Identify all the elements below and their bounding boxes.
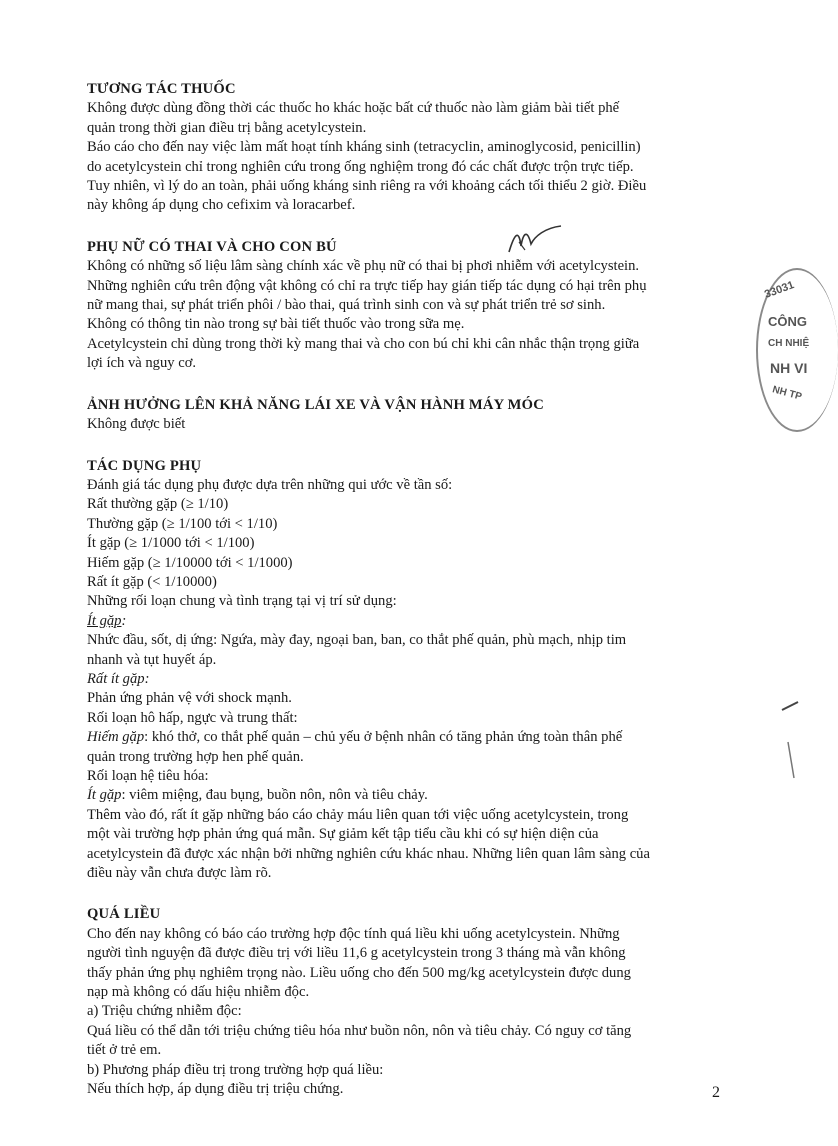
frequency-label: Ít gặp <box>87 787 122 804</box>
paragraph-line: Đánh giá tác dụng phụ được dựa trên những qui ước về tần số: <box>87 476 453 493</box>
paragraph-line: Không có thông tin nào trong sự bài tiết thuốc vào trong sữa mẹ. <box>87 316 465 333</box>
paragraph-line: Không được dùng đồng thời các thuốc ho khác hoặc bất cứ thuốc nào làm giảm bài tiết phế <box>87 100 620 117</box>
frequency-label-line <box>87 612 737 631</box>
frequency-label: Hiếm gặp <box>87 729 145 746</box>
frequency-item: Hiếm gặp (≥ 1/10000 tới < 1/1000) <box>87 554 293 571</box>
paragraph-line: quản trong trường hợp hen phế quản. <box>87 748 304 765</box>
paragraph-line: nhanh và tụt huyết áp. <box>87 651 217 668</box>
section-heading-side-effects: TÁC DỤNG PHỤ <box>87 457 202 474</box>
paragraph-line: Rối loạn hô hấp, ngực và trung thất: <box>87 709 298 726</box>
paragraph-line: Nhức đầu, sốt, dị ứng: Ngứa, mày đay, ngoại ban, ban, co thắt phế quản, phù mạch, nhịp tim <box>87 632 627 649</box>
paragraph-line: này không áp dụng cho cefixim và loracarbef. <box>87 197 356 214</box>
paragraph-line: Báo cáo cho đến nay việc làm mất hoạt tính kháng sinh (tetracyclin, aminoglycosid, penicillin) <box>87 139 641 156</box>
paragraph-line <box>87 786 737 805</box>
paragraph-line: Thêm vào đó, rất ít gặp những báo cáo chảy máu liên quan tới việc uống acetylcystein, trong <box>87 806 629 823</box>
label-colon: : <box>121 612 127 629</box>
page-number: 2 <box>712 1084 720 1101</box>
section-heading-pregnancy: PHỤ NỮ CÓ THAI VÀ CHO CON BÚ <box>87 238 337 255</box>
inline-text: : viêm miệng, đau bụng, buồn nôn, nôn và tiêu chảy. <box>121 787 428 804</box>
paragraph-line: acetylcystein đã được xác nhận bởi những nghiên cứu khác nhau. Những liên quan lâm sàng của <box>87 845 650 862</box>
paragraph-line <box>87 728 737 747</box>
paragraph-line: Nếu thích hợp, áp dụng điều trị triệu chứng. <box>87 1081 344 1098</box>
paragraph-line: Quá liều có thể dẫn tới triệu chứng tiêu hóa như buồn nôn, nôn và tiêu chảy. Có nguy cơ tăng <box>87 1022 632 1039</box>
section-heading-interactions: TƯƠNG TÁC THUỐC <box>87 81 236 97</box>
paragraph-line: Những nghiên cứu trên động vật không có chỉ ra trực tiếp hay gián tiếp tác dụng có hại trên phụ <box>87 277 647 294</box>
frequency-item: Rất thường gặp (≥ 1/10) <box>87 496 229 513</box>
paragraph-line: Không được biết <box>87 416 186 433</box>
paragraph-line: Không có những số liệu lâm sàng chính xác về phụ nữ có thai bị phơi nhiễm với acetylcystein. <box>87 258 640 275</box>
paragraph-line: một vài trường hợp phản ứng quá mẫn. Sự giảm kết tập tiểu cầu khi có sự hiện diện của <box>87 826 599 843</box>
stamp-text: CÔNG <box>768 314 807 329</box>
frequency-item: Thường gặp (≥ 1/100 tới < 1/10) <box>87 515 278 532</box>
paragraph-line: Acetylcystein chỉ dùng trong thời kỳ mang thai và cho con bú chỉ khi cân nhắc thận trọng giữa <box>87 335 640 352</box>
document-body <box>87 80 737 1100</box>
scan-mark <box>780 700 800 712</box>
paragraph-line: nạp mà không có dấu hiệu nhiễm độc. <box>87 984 310 1001</box>
paragraph-line: Tuy nhiên, vì lý do an toàn, phải uống kháng sinh riêng ra với khoảng cách tối thiểu 2 giờ. Điều <box>87 178 647 195</box>
frequency-label: Ít gặp <box>87 612 122 629</box>
paragraph-line: do acetylcystein chỉ trong nghiên cứu trong ống nghiệm trong đó các chất được trộn trực tiếp. <box>87 158 634 175</box>
paragraph-line: tiết ở trẻ em. <box>87 1042 162 1059</box>
paragraph-line: điều này vẫn chưa được làm rõ. <box>87 865 272 882</box>
paragraph-line: Phản ứng phản vệ với shock mạnh. <box>87 690 292 707</box>
paragraph-line: quản trong thời gian điều trị bằng acetylcystein. <box>87 119 367 136</box>
handwritten-signature <box>505 222 565 262</box>
stamp-text: NH VI <box>770 360 808 376</box>
paragraph-line: a) Triệu chứng nhiễm độc: <box>87 1003 242 1020</box>
scan-mark <box>784 740 800 780</box>
inline-text: : khó thở, co thắt phế quản – chủ yếu ở bệnh nhân có tăng phản ứng toàn thân phế <box>144 729 623 746</box>
stamp-text: NH TP <box>771 384 803 403</box>
section-heading-driving: ẢNH HƯỞNG LÊN KHẢ NĂNG LÁI XE VÀ VẬN HÀNH MÁY MÓC <box>87 396 544 413</box>
paragraph-line: nữ mang thai, sự phát triển phôi / bào thai, quá trình sinh con và sự phát triển trẻ sơ sinh. <box>87 297 606 314</box>
paragraph-line: người tình nguyện đã được điều trị với liều 11,6 g acetylcystein trong 3 tháng mà vẫn không <box>87 945 626 962</box>
frequency-item: Rất ít gặp (< 1/10000) <box>87 573 217 590</box>
frequency-label: Rất ít gặp: <box>87 670 150 687</box>
paragraph-line: Cho đến nay không có báo cáo trường hợp độc tính quá liều khi uống acetylcystein. Những <box>87 925 620 942</box>
section-heading-overdose: QUÁ LIỀU <box>87 906 161 923</box>
paragraph-line: Rối loạn hệ tiêu hóa: <box>87 768 209 784</box>
paragraph-line: Những rối loạn chung và tình trạng tại vị trí sử dụng: <box>87 593 397 610</box>
paragraph-line: thấy phản ứng phụ nghiêm trọng nào. Liều uống cho đến 500 mg/kg acetylcystein được dung <box>87 964 631 981</box>
stamp-text: CH NHIỆ <box>768 338 810 349</box>
paragraph-line: lợi ích và nguy cơ. <box>87 355 197 372</box>
paragraph-line: b) Phương pháp điều trị trong trường hợp quá liều: <box>87 1061 384 1078</box>
official-stamp <box>756 268 838 432</box>
frequency-item: Ít gặp (≥ 1/1000 tới < 1/100) <box>87 535 255 552</box>
stamp-text: 33031 <box>762 279 796 301</box>
